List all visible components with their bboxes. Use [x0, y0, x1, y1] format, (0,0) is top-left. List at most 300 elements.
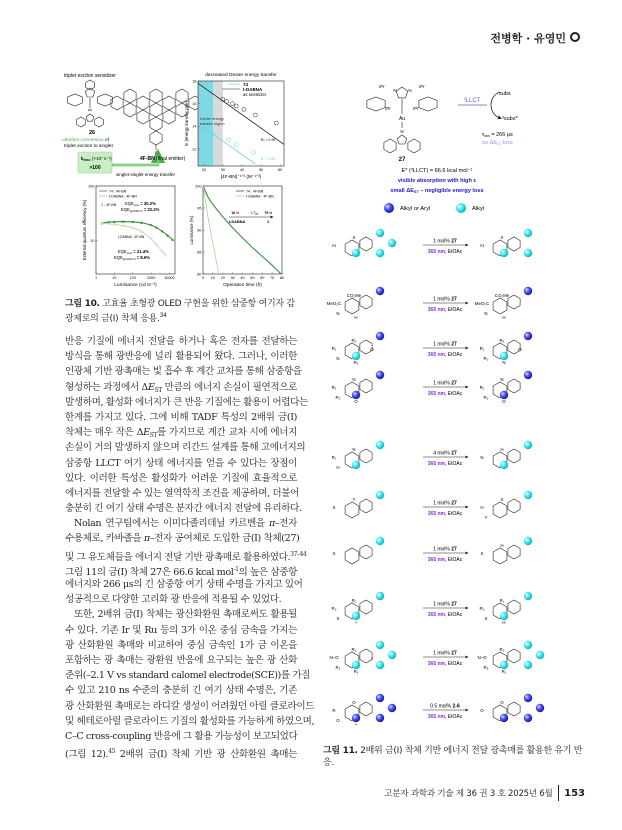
product-atom-label: N–O	[477, 655, 487, 660]
solvent: , EtOAc	[445, 661, 463, 667]
compound-27-structure	[367, 84, 437, 153]
cyan-substituent-sphere-icon	[376, 229, 384, 237]
reactant-ring-2	[360, 379, 372, 393]
reactant-ring-2	[360, 545, 372, 559]
dexter-plot-title: decreased Dexter energy transfer	[205, 73, 277, 78]
reactant-atom-label: R₂	[351, 338, 357, 343]
text-run: 및 헤테로아릴 클로라이드 기질의 활성화를 가능하게 하였으며,	[65, 715, 315, 727]
x-tick-label: 70	[270, 276, 275, 280]
legend-alkyl: Alkyl	[472, 206, 485, 212]
reactant-atom-label: O	[354, 399, 358, 404]
figure-10	[55, 62, 305, 294]
blue-substituent-sphere-icon	[524, 714, 532, 722]
aromatic-ring	[163, 96, 175, 110]
aromatic-ring	[150, 131, 162, 145]
product-atom-label: R₂	[479, 606, 485, 611]
carbazole-five-ring	[86, 114, 94, 121]
text-run: 준위(–2.1 V vs standard calomel electrode(SCE))를 가질	[65, 670, 311, 682]
text-run: Nolan 연구팀에서는 이미다졸리데닐 카르벤을	[74, 518, 269, 530]
legend-label: 74	[243, 82, 249, 87]
lt-left: 16 h	[231, 211, 239, 215]
blue-substituent-sphere-icon	[352, 714, 360, 722]
body-text	[65, 334, 315, 761]
fluorine-atom: F	[154, 151, 158, 155]
carbazole-ring-left	[77, 117, 86, 127]
text-run: –전자 공여체로 도입한 금(I) 착체(27)	[149, 533, 300, 545]
text-line	[65, 380, 297, 395]
blue-substituent-sphere-icon	[524, 694, 532, 702]
text-line	[65, 364, 302, 379]
highlight-1: visible absorption with high ε	[397, 178, 477, 184]
r2-label: R² = 0.99	[260, 138, 276, 142]
highlight-2-sub: ST	[414, 190, 419, 194]
reactant-atom-label: N	[336, 311, 340, 316]
product-ring-2	[508, 449, 520, 463]
reactant-ring-2	[360, 237, 372, 251]
y-tick-label: 85	[197, 250, 202, 255]
emitter-label	[140, 156, 186, 162]
eqe-part: max	[126, 251, 133, 255]
n-atom: N	[408, 88, 412, 93]
x-tick-label: 50	[250, 276, 255, 280]
cyan-substituent-sphere-icon	[500, 352, 508, 360]
caption-text: 2배위 금(I) 착체 기반 에너지 전달 광촉매를 활용한 유기 반응.	[323, 746, 583, 768]
solvent: , EtOAc	[445, 461, 463, 467]
catalyst-loading	[433, 547, 457, 553]
catalyst-loading	[433, 381, 457, 387]
reaction-conditions	[428, 307, 463, 313]
series-line	[203, 186, 281, 274]
text-line	[65, 653, 297, 668]
no-loss-label	[482, 140, 513, 146]
product-atom-label: R₁	[501, 669, 507, 674]
aromatic-ring	[111, 96, 123, 110]
superscript: -1	[233, 565, 239, 573]
reactant-atom-label: R₂	[331, 606, 337, 611]
product-atom-label: R₂	[483, 356, 489, 361]
sensitizer-title: triplet exciton sensitizer	[64, 73, 116, 79]
reactant-atom-label: CO₂Me	[346, 293, 362, 298]
catalyst-amount: 1 mol%	[433, 601, 452, 608]
catalyst-name: 27	[451, 601, 457, 608]
solvent: , EtOAc	[445, 714, 463, 720]
eqe-part: = 22.2%	[142, 207, 160, 212]
tau-label	[482, 132, 513, 138]
product-atom-label: H	[502, 620, 506, 625]
reaction-conditions	[428, 249, 463, 255]
reactant-atom-label: R₁	[353, 669, 359, 674]
x-tick-label: 30	[220, 168, 225, 172]
ipr-label: iPr	[413, 106, 419, 111]
reactant-atom-label: R₂	[335, 395, 341, 400]
catalyst-name: 27	[451, 650, 457, 657]
x-tick-label: 60	[260, 276, 265, 280]
lt-from: t-DABNA	[229, 220, 246, 224]
reaction-conditions	[428, 391, 463, 397]
product-ring-2	[508, 379, 520, 393]
product-ring	[493, 502, 507, 518]
emitter-name: 4F-BN	[140, 156, 155, 162]
product-atom-label: N	[480, 455, 484, 460]
lt-to: 1	[267, 220, 270, 224]
catalyst-name: 27	[451, 500, 457, 507]
au-atom: Au	[87, 108, 93, 112]
text-run: 손실이 거의 발생하지 않으며 리간드 설계를 통해 고에너지의	[65, 442, 306, 454]
text-run: (그림 12).	[65, 749, 109, 761]
cyan-substituent-sphere-icon	[376, 537, 384, 545]
reactant-atom-label: R	[332, 708, 336, 713]
text-run: 를 가지므로 계간 교차 시에 에너지	[157, 427, 297, 439]
product-ring-2	[508, 545, 520, 559]
y-tick-label: 100	[195, 184, 202, 189]
au-atom: Au	[398, 116, 406, 122]
product-atom-label: H	[500, 543, 504, 548]
carbazole-ring-left	[384, 139, 396, 153]
figure-11-caption	[323, 745, 588, 769]
cyan-substituent-sphere-icon	[500, 661, 508, 669]
cyan-substituent-sphere-icon	[376, 441, 384, 449]
y-tick-label: 16	[192, 101, 197, 106]
data-point	[253, 113, 257, 117]
light-wavelength: 365 nm	[427, 557, 445, 563]
solvent: , EtOAc	[445, 391, 463, 397]
catalyst-loading	[433, 239, 457, 245]
cyan-substituent-sphere-icon	[352, 352, 360, 360]
product-atom-label: S	[500, 497, 504, 502]
reactant-ring	[345, 502, 359, 518]
text-run: 수 있고 210 ns 수준의 충분히 긴 여기 상태 수명은, 기존	[65, 685, 297, 697]
product-atom-label: H	[502, 315, 506, 320]
footer-divider	[558, 785, 560, 801]
reaction-conditions	[428, 511, 463, 517]
legend-label: as sensitizer	[243, 92, 267, 97]
text-run: 광 산화환원 촉매로는 라디칼 생성이 어려웠던 아릴 클로라이드	[65, 700, 315, 712]
aromatic-ring	[176, 89, 188, 103]
journal-info: 고분자 과학과 기술 제 36 권 3 호 2025년 6월	[384, 789, 553, 799]
text-line	[65, 638, 297, 653]
catalyst-loading	[433, 602, 457, 608]
cyan-substituent-sphere-icon	[536, 651, 544, 659]
data-point	[274, 121, 278, 125]
text-line	[65, 699, 315, 714]
product-atom-label: R₁	[479, 346, 485, 351]
blue-substituent-sphere-icon	[352, 391, 360, 399]
reactant-atom-label: Y	[352, 497, 356, 502]
text-run: 삼중항 LLCT 여기 상태 에너지를 얻을 수 있다는 장점이	[65, 457, 297, 469]
eqe-value	[121, 207, 160, 213]
reactant-atom-label: O	[370, 347, 374, 352]
solvent: , EtOAc	[445, 307, 463, 313]
llct-label: ³LLCT	[463, 98, 481, 104]
eqe-part: @1000 nit	[122, 257, 136, 261]
n-atom: N	[400, 129, 404, 134]
eqe-part: @1000 nit	[129, 209, 143, 213]
solvent: , EtOAc	[445, 511, 463, 517]
data-point	[234, 142, 238, 146]
text-run: 그림 11의 금(I) 착체 27은 66.6 kcal mol	[65, 566, 234, 578]
no-loss-end: loss	[501, 140, 513, 146]
reactant-atom-label: +	[354, 620, 358, 625]
cyan-substituent-sphere-icon	[524, 441, 532, 449]
legend-blue-sphere-icon	[384, 203, 394, 213]
reactant-atom-label: N–O	[329, 655, 339, 660]
compound-26-structure	[68, 80, 113, 127]
cyan-substituent-sphere-icon	[524, 249, 532, 257]
caption-ref: 34	[159, 312, 167, 319]
reactant-atom-label: R₁	[331, 346, 337, 351]
aromatic-ring	[137, 96, 149, 110]
legend-label: 74 : 4F-BN	[109, 189, 127, 194]
reaction-list	[327, 229, 544, 727]
aromatic-ring	[150, 103, 162, 117]
highlight-2	[390, 188, 483, 194]
reactant-ring-2	[360, 702, 372, 716]
cyan-substituent-sphere-icon	[524, 641, 532, 649]
text-line	[65, 516, 297, 531]
catalyst-name: 27	[451, 296, 457, 303]
n-atom: N	[393, 88, 397, 93]
text-line	[65, 410, 297, 425]
figure-11	[318, 62, 598, 744]
text-line	[65, 349, 297, 364]
x-tick-label: 50	[258, 168, 264, 172]
no-loss: no ΔE	[482, 140, 497, 146]
catalyst-loading	[433, 451, 457, 457]
product-atom-label: R₃	[499, 338, 505, 343]
text-line	[65, 744, 297, 759]
blue-substituent-sphere-icon	[376, 332, 384, 340]
italic-symbol: E	[143, 427, 150, 439]
x-tick-label: 100	[129, 276, 136, 280]
light-wavelength: 365 nm	[427, 612, 445, 618]
eqe-plot	[82, 184, 175, 288]
cyan-substituent-sphere-icon	[500, 249, 508, 257]
tau-sub: obs	[484, 134, 490, 138]
text-run: 광 산화환원 촉매와 비교하여 중심 금속인 1가 금 이온을	[65, 639, 297, 651]
highlight-2-end: – negligible energy loss	[418, 188, 484, 194]
product-atom-label: R₂	[483, 395, 489, 400]
cyan-substituent-sphere-icon	[500, 461, 508, 469]
italic-symbol: E	[147, 381, 155, 393]
x-tick-label: 10	[210, 276, 215, 280]
text-line	[65, 440, 306, 455]
plot-frame	[203, 186, 282, 274]
eqe-part: max	[133, 203, 140, 207]
reactant-atom-label: R₃	[353, 360, 359, 365]
r2-label: R² = 0.99	[260, 157, 276, 161]
y-tick-label: 12	[192, 147, 197, 152]
catalyst-name: 27	[451, 546, 457, 553]
krisc-sub: RISC	[83, 158, 91, 162]
aromatic-ring	[150, 117, 162, 131]
light-wavelength: 365 nm	[427, 461, 445, 467]
blue-substituent-sphere-icon	[376, 371, 384, 379]
product-atom-label: Ar	[479, 243, 485, 248]
note-label: 1 : 4F-BN	[101, 203, 117, 207]
reactant-ring-2	[360, 449, 372, 463]
page-number: 153	[564, 787, 585, 799]
circle-icon	[570, 32, 580, 42]
reaction-conditions	[428, 714, 463, 720]
dexter-plot	[184, 79, 284, 180]
reactant-atom-label: R₁	[331, 455, 337, 460]
text-line	[65, 577, 303, 592]
text-line	[65, 714, 315, 729]
light-wavelength: 365 nm	[427, 714, 445, 720]
x-tick-label: 10	[112, 276, 117, 280]
text-run: 한계를 가지고 있다. 그에 비해 TADF 특성의 2배위 금(I)	[65, 411, 297, 423]
reaction-conditions	[428, 461, 463, 467]
reactant-atom-label: O	[352, 700, 356, 705]
series-line	[203, 186, 219, 274]
text-line	[65, 395, 308, 410]
product-atom-label: N	[484, 311, 488, 316]
text-run: 인광체 기반 광촉매는 빛 흡수 후 계간 교차를 통해 삼중항을	[65, 366, 302, 378]
product-atom-label: R₁	[479, 385, 485, 390]
catalyst-loading	[430, 704, 460, 710]
text-line	[65, 668, 311, 683]
blue-substituent-sphere-icon	[524, 332, 532, 340]
eqe-part: EQE	[125, 201, 134, 206]
subs-excited-label: ³subs*	[502, 116, 518, 122]
catalyst-name: 27	[451, 380, 457, 387]
caption-text: 고효율 초형광 OLED 구현을 위한 삼중항 여기자 감광제로의 금(I) 착체 응용.	[65, 299, 295, 324]
catalyst-amount: 1 mol%	[433, 650, 452, 657]
text-line	[65, 547, 307, 563]
tau-value: = 266 μs	[489, 132, 513, 138]
catalyst-amount: 0.5 mol%	[430, 703, 453, 710]
lt-sub: 95	[255, 213, 259, 216]
energy-line: E* (³LLCT) = 66.6 kcal mol⁻¹	[401, 168, 473, 174]
region-label: transfer region	[200, 122, 225, 126]
x-axis-label: Operation time (h)	[223, 283, 262, 288]
catalyst-loading	[433, 342, 457, 348]
blue-substituent-sphere-icon	[388, 704, 396, 712]
cyan-substituent-sphere-icon	[524, 537, 532, 545]
krisc-unit: (×10⁷ s⁻¹)	[90, 156, 112, 161]
catalyst-name: 2-6	[452, 703, 460, 710]
italic-symbol: π	[143, 533, 150, 545]
x-tick-label: 10000	[164, 276, 175, 280]
aromatic-ring	[124, 103, 136, 117]
x-tick-label: 0	[201, 276, 205, 280]
text-line	[65, 592, 297, 607]
superscript: 37–44	[290, 550, 307, 558]
product-ring	[493, 548, 507, 564]
product-atom-label: R₁	[499, 598, 505, 603]
x-tick-label: 40	[239, 168, 245, 172]
product-atom-label: MeO₂C	[474, 301, 490, 306]
ipr-label: iPr	[419, 84, 425, 89]
lt-label	[251, 211, 259, 216]
data-point	[227, 138, 231, 142]
reaction-conditions	[428, 661, 463, 667]
catalyst-amount: 1 mol%	[433, 296, 452, 303]
imidazolylidene-ring	[85, 88, 95, 97]
data-point	[251, 150, 255, 154]
figure-10-caption	[65, 298, 300, 325]
light-wavelength: 365 nm	[427, 511, 445, 517]
blue-substituent-sphere-icon	[524, 371, 532, 379]
blue-substituent-sphere-icon	[500, 391, 508, 399]
reactant-atom-label: S	[332, 551, 336, 556]
catalyst-amount: 1 mol%	[433, 546, 452, 553]
product-ring-2	[508, 499, 520, 513]
y-tick-label: 90	[197, 228, 202, 233]
text-line	[65, 562, 297, 577]
text-run: 수 있다. 기존 Ir 및 Ru 등의 3가 이온 중심 금속을 가지는	[65, 624, 297, 636]
subscript: ST	[149, 432, 158, 440]
blue-substituent-sphere-icon	[536, 704, 544, 712]
product-atom-label: CO₂Me	[494, 293, 510, 298]
reactant-atom-label: Ar	[331, 243, 337, 248]
eqe-part: EQE	[121, 207, 130, 212]
aromatic-ring	[137, 110, 149, 124]
cyan-substituent-sphere-icon	[524, 592, 532, 600]
cyan-substituent-sphere-icon	[376, 491, 384, 499]
product-atom-label: N	[500, 377, 504, 382]
lt: LT	[251, 211, 256, 215]
y-tick-label: 80	[197, 272, 202, 277]
subscript: ST	[154, 386, 162, 394]
reaction-conditions	[428, 352, 463, 358]
legend-label: t-DABNA	[243, 87, 263, 92]
tau: τ	[482, 132, 485, 138]
cyan-substituent-sphere-icon	[352, 461, 360, 469]
aryl-ring-left	[367, 97, 385, 111]
legend-alkyl-or-aryl: Alkyl or Aryl	[400, 206, 431, 212]
data-point	[234, 104, 238, 108]
x-tick-label: 40	[240, 276, 245, 280]
catalyst-loading	[433, 501, 457, 507]
catalyst-amount: 1 mol%	[433, 380, 452, 387]
text-line	[65, 486, 300, 501]
y-tick-label: 10	[90, 239, 95, 244]
x-axis-label: [4F-BN]⁻¹ᐟ³ (M⁻¹ᐟ³)	[220, 175, 262, 180]
reactant-atom-label: O	[336, 718, 340, 723]
data-point	[242, 107, 246, 111]
product-ring-2	[508, 702, 520, 716]
eqe-part: = 21.4%	[132, 249, 149, 254]
reactant-atom-label: N	[352, 377, 356, 382]
legend-label: t-DABNA : 4F-BN	[109, 194, 137, 199]
eqe-value	[114, 255, 150, 261]
reactant-atom-label: X	[352, 235, 356, 240]
reactant-ring-2	[360, 295, 372, 309]
eqe-part: EQE	[114, 255, 123, 260]
x-tick-label: 80	[279, 276, 285, 280]
x-tick-label: 1000	[146, 276, 156, 280]
reactant-atom-label: R₃	[335, 665, 341, 670]
blue-substituent-sphere-icon	[500, 714, 508, 722]
legend-label: 74 : 4F-BN	[246, 189, 264, 194]
text-run: 또한, 2배위 금(I) 착체는 광산화환원 촉매로써도 활용될	[74, 609, 297, 621]
highlight-2-a: small ΔE	[390, 188, 415, 194]
reactant-atom-label: R₁	[351, 598, 357, 603]
reactant-atom-label: R₁	[331, 385, 337, 390]
y-tick-label: 18	[192, 79, 197, 84]
blue-substituent-sphere-icon	[376, 287, 384, 295]
cyan-substituent-sphere-icon	[376, 661, 384, 669]
reactant-atom-label: +	[370, 656, 374, 661]
text-line	[65, 623, 297, 638]
light-wavelength: 365 nm	[427, 249, 445, 255]
note-label: t-DABNA : 4F-BN	[118, 235, 145, 239]
text-line	[65, 471, 297, 486]
text-run: C–C cross-coupling 반응에 그 활용 가능성이 보고되었다	[65, 730, 298, 742]
text-run: 발생하며, 활성화 에너지가 큰 반응 기질에는 활용이 어렵다는	[65, 396, 308, 408]
reactant-atom-label: S	[336, 616, 340, 621]
